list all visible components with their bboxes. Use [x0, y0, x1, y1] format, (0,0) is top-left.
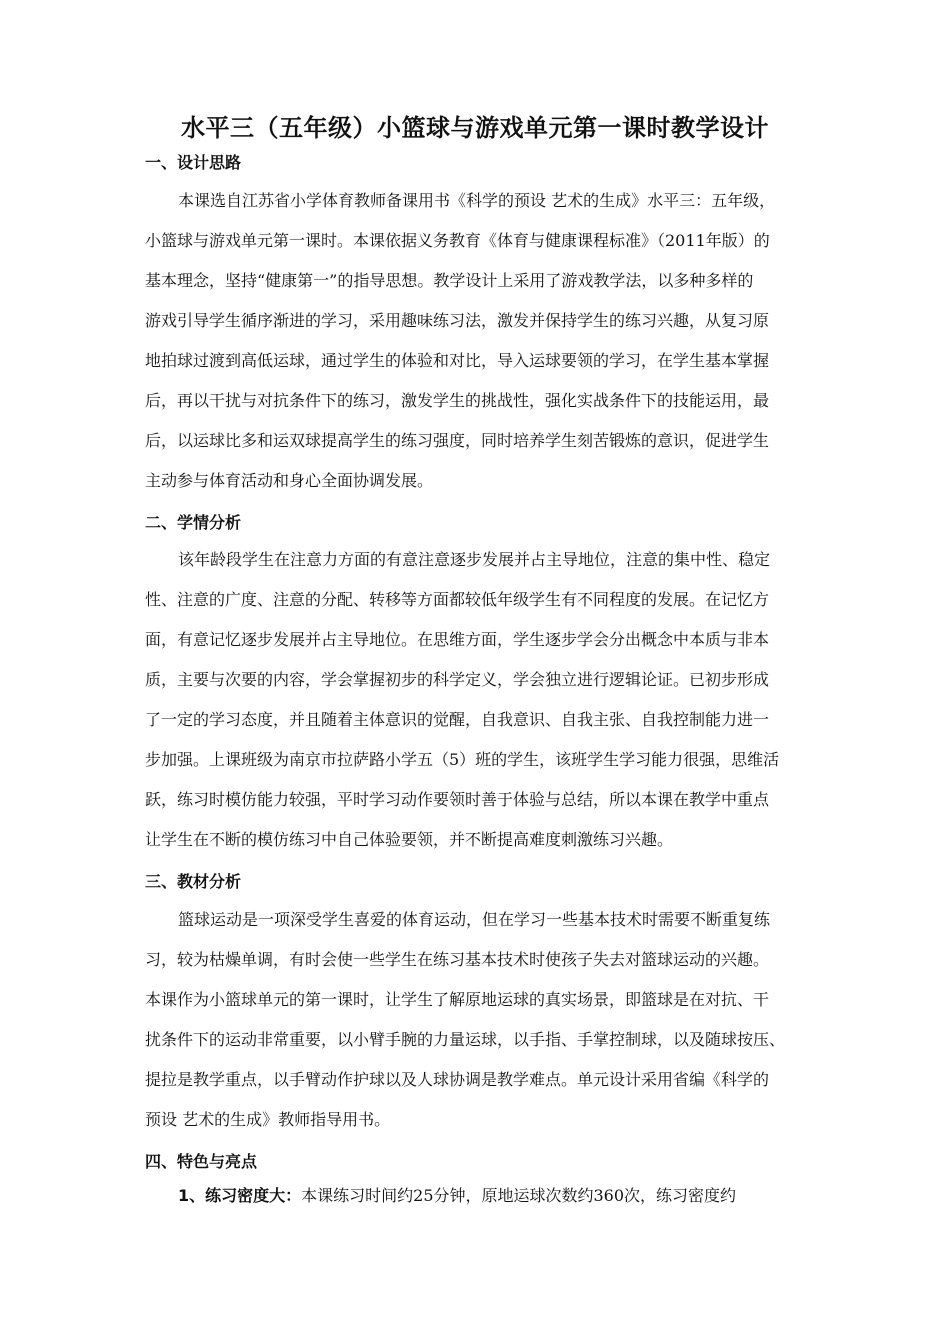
paragraph-line: 主动参与体育活动和身心全面协调发展。 — [145, 471, 434, 490]
paragraph-line: 性、注意的广度、注意的分配、转移等方面都较低年级学生有不同程度的发展。在记忆方 — [145, 590, 770, 609]
paragraph-line: 步加强。上课班级为南京市拉萨路小学五（5）班的学生，该班学生学习能力很强，思维活 — [145, 750, 780, 769]
section-heading-learners: 二、学情分析 — [145, 513, 242, 532]
section-heading-highlights: 四、特色与亮点 — [145, 1152, 258, 1171]
paragraph-line: 本课选自江苏省小学体育教师备课用书《科学的预设 艺术的生成》水平三：五年级， — [178, 191, 776, 210]
paragraph-line: 小篮球与游戏单元第一课时。本课依据义务教育《体育与健康课程标准》（2011年版）的 — [145, 231, 770, 250]
paragraph-line: 后，以运球比多和运双球提高学生的练习强度，同时培养学生刻苦锻炼的意识，促进学生 — [145, 431, 770, 450]
section-heading-material: 三、教材分析 — [145, 872, 242, 891]
paragraph-line: 了一定的学习态度，并且随着主体意识的觉醒，自我意识、自我主张、自我控制能力进一 — [145, 710, 770, 729]
paragraph-line: 习，较为枯燥单调，有时会使一些学生在练习基本技术时使孩子失去对篮球运动的兴趣。 — [145, 950, 770, 969]
paragraph-line: 扰条件下的运动非常重要，以小臂手腕的力量运球，以手指、手掌控制球，以及随球按压、 — [145, 1030, 786, 1049]
paragraph-line: 篮球运动是一项深受学生喜爱的体育运动，但在学习一些基本技术时需要不断重复练 — [178, 910, 771, 929]
paragraph-line: 预设 艺术的生成》教师指导用书。 — [145, 1110, 391, 1129]
paragraph-line: 提拉是教学重点，以手臂动作护球以及人球协调是教学难点。单元设计采用省编《科学的 — [145, 1070, 770, 1089]
section-body-material — [145, 900, 825, 1140]
paragraph-line: 基本理念，坚持“健康第一”的指导思想。教学设计上采用了游戏教学法，以多种多样的 — [145, 271, 754, 290]
highlight-point — [145, 1176, 825, 1216]
section-body-learners — [145, 540, 825, 860]
paragraph-line: 面，有意记忆逐步发展并占主导地位。在思维方面，学生逐步学会分出概念中本质与非本 — [145, 630, 770, 649]
paragraph-line: 质，主要与次要的内容，学会掌握初步的科学定义，学会独立进行逻辑论证。已初步形成 — [145, 670, 770, 689]
paragraph-line: 地拍球过渡到高低运球，通过学生的体验和对比，导入运球要领的学习，在学生基本掌握 — [145, 351, 770, 370]
highlight-point-text: 本课练习时间约25分钟，原地运球次数约360次，练习密度约 — [301, 1186, 737, 1205]
document-title: 水平三（五年级）小篮球与游戏单元第一课时教学设计 — [181, 114, 769, 142]
section-heading-design: 一、设计思路 — [145, 153, 242, 172]
paragraph-line: 后，再以干扰与对抗条件下的练习，激发学生的挑战性，强化实战条件下的技能运用，最 — [145, 391, 770, 410]
paragraph-line: 本课作为小篮球单元的第一课时，让学生了解原地运球的真实场景，即篮球是在对抗、干 — [145, 990, 770, 1009]
paragraph-line: 跃，练习时模仿能力较强，平时学习动作要领时善于体验与总结，所以本课在教学中重点 — [145, 790, 770, 809]
paragraph-line: 该年龄段学生在注意力方面的有意注意逐步发展并占主导地位，注意的集中性、稳定 — [178, 550, 771, 569]
section-body-design — [145, 181, 825, 501]
paragraph-line: 游戏引导学生循序渐进的学习，采用趣味练习法，激发并保持学生的练习兴趣，从复习原 — [145, 311, 770, 330]
highlight-point-label: 1、练习密度大： — [178, 1186, 302, 1205]
section-body-highlights — [145, 1176, 825, 1216]
paragraph-line: 让学生在不断的模仿练习中自己体验要领，并不断提高难度刺激练习兴趣。 — [145, 830, 674, 849]
